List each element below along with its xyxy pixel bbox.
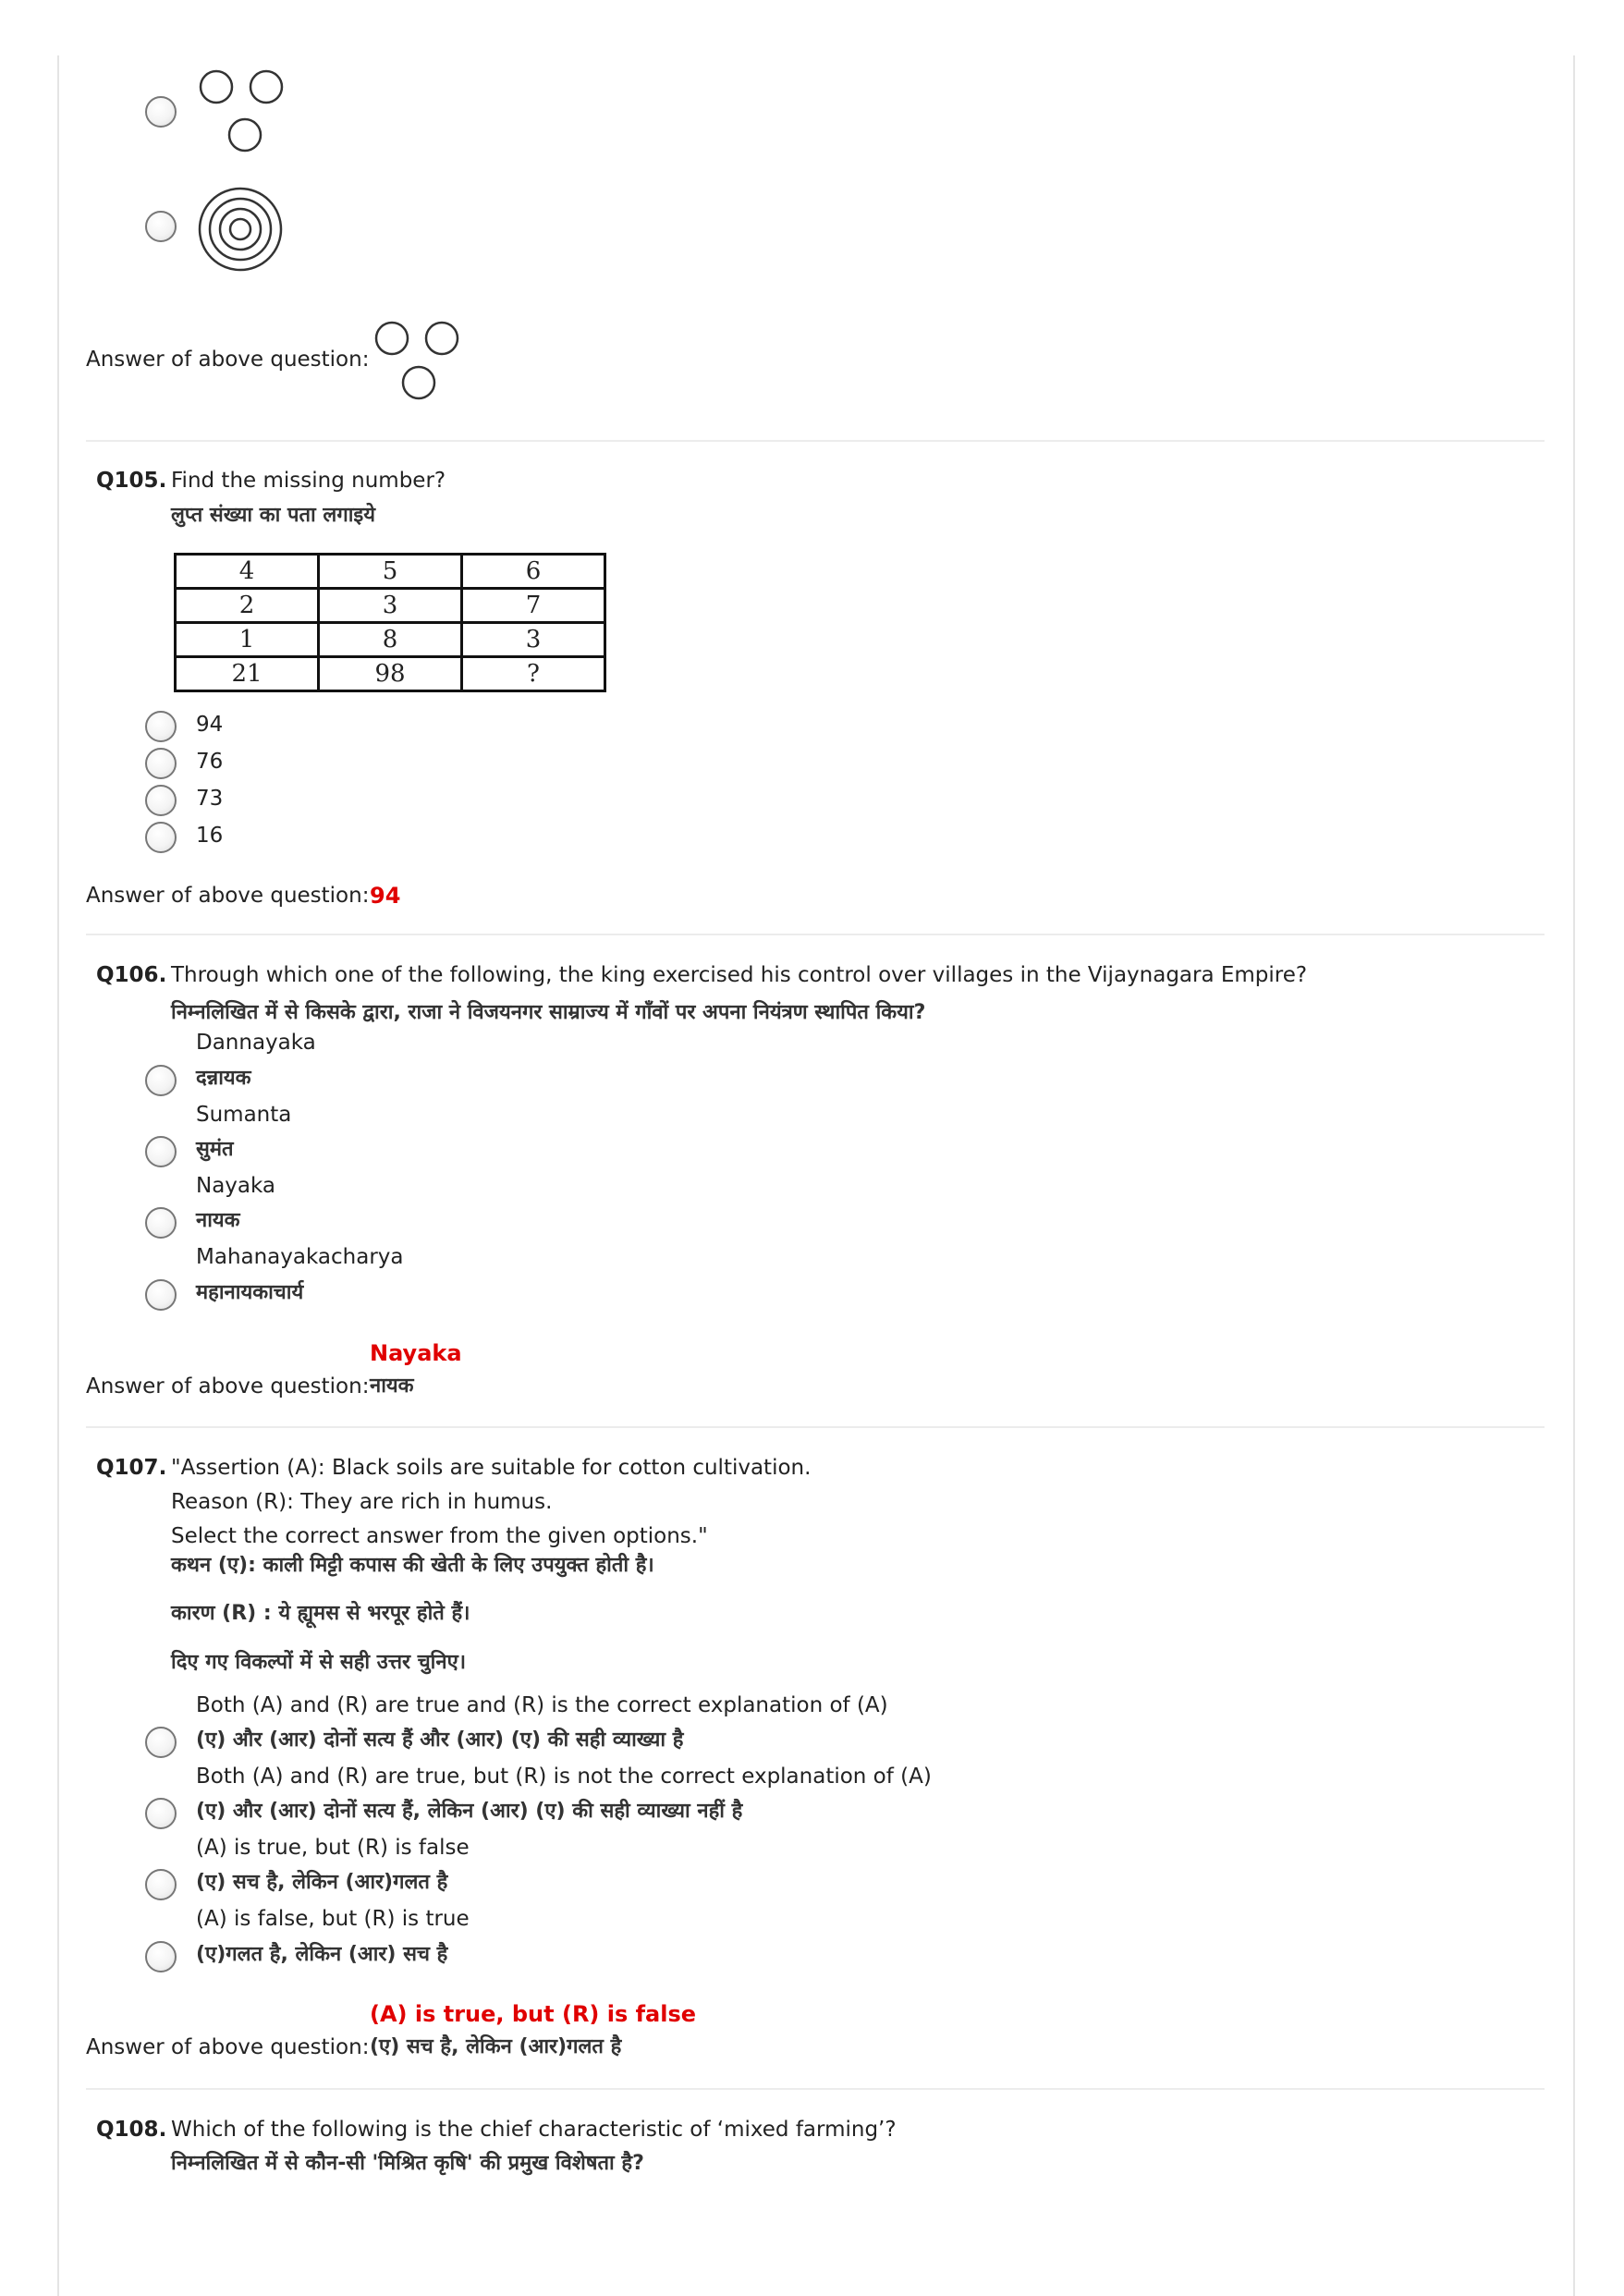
table-cell: 3: [462, 623, 605, 657]
option-label-hi: सुमंत: [196, 1138, 234, 1161]
option-label-hi: महानायकाचार्य: [196, 1281, 304, 1304]
table-cell: 3: [319, 589, 462, 623]
answer-value-hindi: (ए) सच है, लेकिन (आर)गलत है: [370, 2035, 622, 2058]
table-row: [176, 657, 605, 691]
concentric-circles-figure: [194, 183, 287, 275]
page-border-left: [57, 55, 59, 2296]
answer-value: (A) is true, but (R) is false: [370, 2001, 697, 2027]
option-radio[interactable]: [145, 711, 177, 742]
question-separator: [86, 1426, 1545, 1428]
answer-label: Answer of above question:: [86, 884, 370, 908]
table-cell: 98: [319, 657, 462, 691]
question-separator: [86, 440, 1545, 442]
option-radio[interactable]: [145, 211, 177, 242]
question-text-hindi: निम्नलिखित में से कौन-सी 'मिश्रित कृषि' की प्रमुख विशेषता है?: [171, 2152, 644, 2175]
option-radio[interactable]: [145, 822, 177, 853]
table-cell: 2: [176, 589, 319, 623]
question-separator: [86, 2088, 1545, 2090]
table-cell: 8: [319, 623, 462, 657]
option-radio[interactable]: [145, 748, 177, 779]
option-label-en: Both (A) and (R) are true, but (R) is not the correct explanation of (A): [196, 1765, 932, 1789]
number-table: [174, 553, 606, 692]
question-number: Q107.: [96, 1456, 167, 1480]
option-label-hi: (ए) और (आर) दोनों सत्य हैं, लेकिन (आर) (ए) की सही व्याख्या नहीं है: [196, 1800, 743, 1823]
option-label-hi: (ए) सच है, लेकिन (आर)गलत है: [196, 1871, 448, 1894]
option-label-hi: (ए)गलत है, लेकिन (आर) सच है: [196, 1943, 448, 1966]
table-cell: ?: [462, 657, 605, 691]
table-row: [176, 589, 605, 623]
page-border-right: [1573, 55, 1575, 2296]
option-label: 76: [196, 750, 224, 774]
question-text: "Assertion (A): Black soils are suitable for cotton cultivation.: [171, 1456, 812, 1480]
question-text-hindi: दिए गए विकल्पों में से सही उत्तर चुनिए।: [171, 1651, 467, 1674]
table-cell: 4: [176, 555, 319, 589]
question-text: Select the correct answer from the given options.": [171, 1524, 708, 1548]
option-radio[interactable]: [145, 1941, 177, 1972]
table-cell: 6: [462, 555, 605, 589]
table-cell: 21: [176, 657, 319, 691]
option-radio[interactable]: [145, 1798, 177, 1829]
option-label-hi: (ए) और (आर) दोनों सत्य हैं और (आर) (ए) की सही व्याख्या है: [196, 1728, 684, 1752]
option-radio[interactable]: [145, 96, 177, 128]
question-text-hindi: कारण (R) : ये ह्यूमस से भरपूर होते हैं।: [171, 1602, 470, 1625]
option-label: 94: [196, 713, 224, 737]
question-text: Reason (R): They are rich in humus.: [171, 1490, 553, 1514]
answer-label: Answer of above question:: [86, 2035, 370, 2059]
option-radio[interactable]: [145, 1727, 177, 1758]
option-label: 16: [196, 824, 224, 848]
question-number: Q108.: [96, 2118, 167, 2142]
question-text-hindi: लुप्त संख्या का पता लगाइये: [171, 504, 375, 527]
option-radio[interactable]: [145, 1207, 177, 1239]
question-text-hindi: निम्नलिखित में से किसके द्वारा, राजा ने विजयनगर साम्राज्य में गाँवों पर अपना नियंत्रण स्थापित किया?: [171, 1001, 926, 1024]
question-text: Which of the following is the chief characteristic of ‘mixed farming’?: [171, 2118, 897, 2142]
table-row: [176, 555, 605, 589]
question-text: Find the missing number?: [171, 469, 446, 493]
option-label-en: Mahanayakacharya: [196, 1245, 404, 1269]
option-radio[interactable]: [145, 1869, 177, 1900]
option-radio[interactable]: [145, 1136, 177, 1167]
option-label-en: (A) is true, but (R) is false: [196, 1836, 470, 1860]
table-cell: 5: [319, 555, 462, 589]
answer-three-circles-figure: [370, 316, 471, 409]
option-label: 73: [196, 787, 224, 811]
table-cell: 1: [176, 623, 319, 657]
answer-label: Answer of above question:: [86, 1374, 370, 1398]
answer-value: 94: [370, 883, 401, 909]
three-circles-figure: [194, 67, 296, 159]
table-row: [176, 623, 605, 657]
question-number: Q105.: [96, 469, 167, 493]
table-cell: 7: [462, 589, 605, 623]
option-label-en: Both (A) and (R) are true and (R) is the correct explanation of (A): [196, 1693, 888, 1717]
answer-label: Answer of above question:: [86, 348, 370, 372]
option-label-en: (A) is false, but (R) is true: [196, 1907, 470, 1931]
option-radio[interactable]: [145, 785, 177, 816]
option-radio[interactable]: [145, 1279, 177, 1311]
option-radio[interactable]: [145, 1065, 177, 1096]
option-label-hi: नायक: [196, 1209, 240, 1232]
question-text-hindi: कथन (ए): काली मिट्टी कपास की खेती के लिए उपयुक्त होती है।: [171, 1554, 654, 1577]
question-number: Q106.: [96, 963, 167, 987]
option-label-en: Nayaka: [196, 1174, 276, 1198]
answer-value: Nayaka: [370, 1340, 462, 1366]
option-label-en: Sumanta: [196, 1103, 292, 1127]
option-label-hi: दन्नायक: [196, 1067, 251, 1090]
question-text: Through which one of the following, the king exercised his control over villages in the Vijaynagara Empire?: [171, 963, 1308, 987]
answer-value-hindi: नायक: [370, 1374, 414, 1398]
question-separator: [86, 934, 1545, 935]
option-label-en: Dannayaka: [196, 1031, 316, 1055]
